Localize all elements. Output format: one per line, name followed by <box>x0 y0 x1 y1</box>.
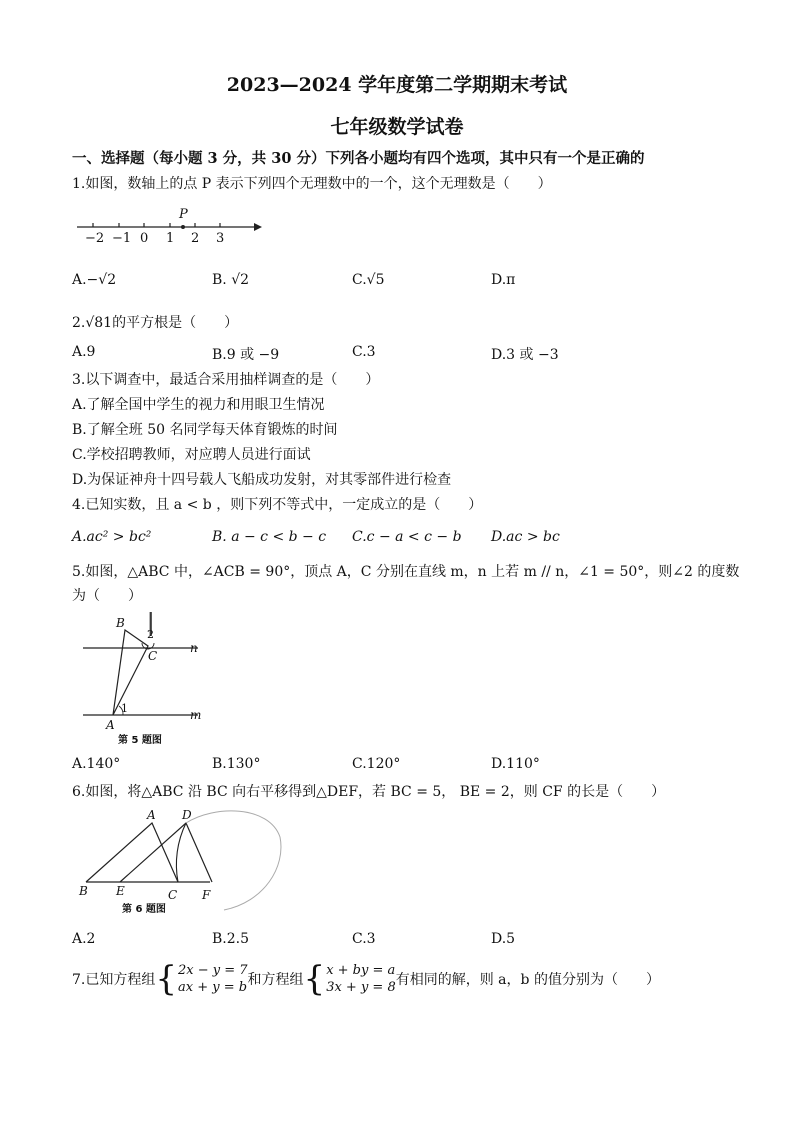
question-5-stem: 5.如图，△ABC 中，∠ACB = 90°，顶点 A，C 分别在直线 m，n 上若 m // n，∠1 = 50°，则∠2 的度数 <box>72 564 740 580</box>
q6-option-a[interactable]: A.2 <box>72 931 96 947</box>
triangle-def <box>120 823 212 882</box>
vertex-a-label: A <box>106 718 115 732</box>
brace-icon: { <box>303 959 326 999</box>
q5-option-d[interactable]: D.110° <box>491 756 540 772</box>
q3-option-c[interactable]: C.学校招聘教师，对应聘人员进行面试 <box>72 447 311 463</box>
arrow-icon <box>254 223 262 231</box>
point-p-label: P <box>179 207 188 222</box>
q5-option-b[interactable]: B.130° <box>212 756 261 772</box>
question-3-stem: 3.以下调查中，最适合采用抽样调查的是（ ） <box>72 372 380 388</box>
arc-curve <box>176 823 186 882</box>
tick-label: 3 <box>216 231 225 245</box>
question-7-stem <box>72 959 660 999</box>
question-4-stem: 4.已知实数，且 a < b ，则下列不等式中，一定成立的是（ ） <box>72 497 483 513</box>
exam-title: 2023—2024 学年度第二学期期末考试 <box>226 74 568 96</box>
q7-mid: 和方程组 <box>247 972 304 988</box>
equation-system-2 <box>303 959 396 999</box>
vertex-f-label: F <box>202 888 211 902</box>
equation-system-1 <box>155 959 248 999</box>
q3-option-b[interactable]: B.了解全班 50 名同学每天体育锻炼的时间 <box>72 422 338 438</box>
angle-2-label: 2 <box>147 628 154 641</box>
q4-option-b[interactable]: B. a − c < b − c <box>212 529 327 545</box>
line-m-label: m <box>190 708 202 722</box>
equation-line: 3x + y = 8 <box>326 980 396 995</box>
vertex-b-label: B <box>116 616 125 630</box>
q1-option-b[interactable]: B. √2 <box>212 272 250 288</box>
q1-option-a[interactable]: A.−√2 <box>72 272 117 288</box>
q4-option-a[interactable]: A.ac² > bc² <box>72 529 152 545</box>
section-heading: 一、选择题（每小题 3 分，共 30 分）下列各小题均有四个选项，其中只有一个是正确的 <box>72 150 645 167</box>
triangle-abc <box>113 630 148 715</box>
figure-5-caption: 第 5 题图 <box>118 735 162 746</box>
tick-label: −1 <box>112 231 132 245</box>
vertex-c-label: C <box>168 888 178 902</box>
arc-curve-outer <box>186 811 281 910</box>
triangle-abc <box>86 823 178 882</box>
equation-line: 2x − y = 7 <box>178 963 248 978</box>
q4-option-c[interactable]: C.c − a < c − b <box>352 529 462 545</box>
q5-geometry-figure <box>78 608 218 748</box>
q5-option-c[interactable]: C.120° <box>352 756 401 772</box>
tick-label: −2 <box>85 231 105 245</box>
vertex-e-label: E <box>116 884 125 898</box>
exam-subtitle: 七年级数学试卷 <box>330 116 464 138</box>
q2-option-a[interactable]: A.9 <box>72 344 96 360</box>
q1-option-c[interactable]: C.√5 <box>352 272 385 288</box>
q6-option-c[interactable]: C.3 <box>352 931 376 947</box>
tick-label: 2 <box>191 231 200 245</box>
line-n-label: n <box>190 641 198 655</box>
q6-option-b[interactable]: B.2.5 <box>212 931 250 947</box>
q5-option-a[interactable]: A.140° <box>72 756 121 772</box>
figure-6-caption: 第 6 题图 <box>122 904 166 915</box>
equation-line: x + by = a <box>326 963 396 978</box>
q4-option-d[interactable]: D.ac > bc <box>491 529 560 545</box>
angle-1-label: 1 <box>121 702 128 715</box>
q7-prefix: 7.已知方程组 <box>72 972 156 988</box>
q2-option-d[interactable]: D.3 或 −3 <box>491 347 559 363</box>
tick-label: 1 <box>166 231 175 245</box>
q6-geometry-figure <box>74 807 294 922</box>
q1-number-line-figure <box>72 200 272 245</box>
vertex-d-label: D <box>182 808 192 822</box>
tick-label: 0 <box>140 231 149 245</box>
equation-line: ax + y = b <box>178 980 248 995</box>
brace-icon: { <box>155 959 177 999</box>
question-6-stem: 6.如图，将△ABC 沿 BC 向右平移得到△DEF，若 BC = 5， BE = 2，则 CF 的长是（ ） <box>72 784 666 800</box>
q2-option-c[interactable]: C.3 <box>352 344 376 360</box>
q7-suffix: 有相同的解，则 a，b 的值分别为（ ） <box>395 972 660 988</box>
q3-option-a[interactable]: A.了解全国中学生的视力和用眼卫生情况 <box>72 397 325 413</box>
question-1-stem: 1.如图，数轴上的点 P 表示下列四个无理数中的一个，这个无理数是（ ） <box>72 176 552 192</box>
q3-option-d[interactable]: D.为保证神舟十四号载人飞船成功发射，对其零部件进行检查 <box>72 472 452 488</box>
vertex-c-label: C <box>148 649 158 663</box>
vertex-b-label: B <box>79 884 88 898</box>
q6-option-d[interactable]: D.5 <box>491 931 516 947</box>
question-2-stem: 2.√81的平方根是（ ） <box>72 315 239 331</box>
q1-option-d[interactable]: D.π <box>491 272 516 288</box>
question-5-stem-cont: 为（ ） <box>72 588 142 604</box>
vertex-a-label: A <box>147 808 156 822</box>
q2-option-b[interactable]: B.9 或 −9 <box>212 347 280 363</box>
